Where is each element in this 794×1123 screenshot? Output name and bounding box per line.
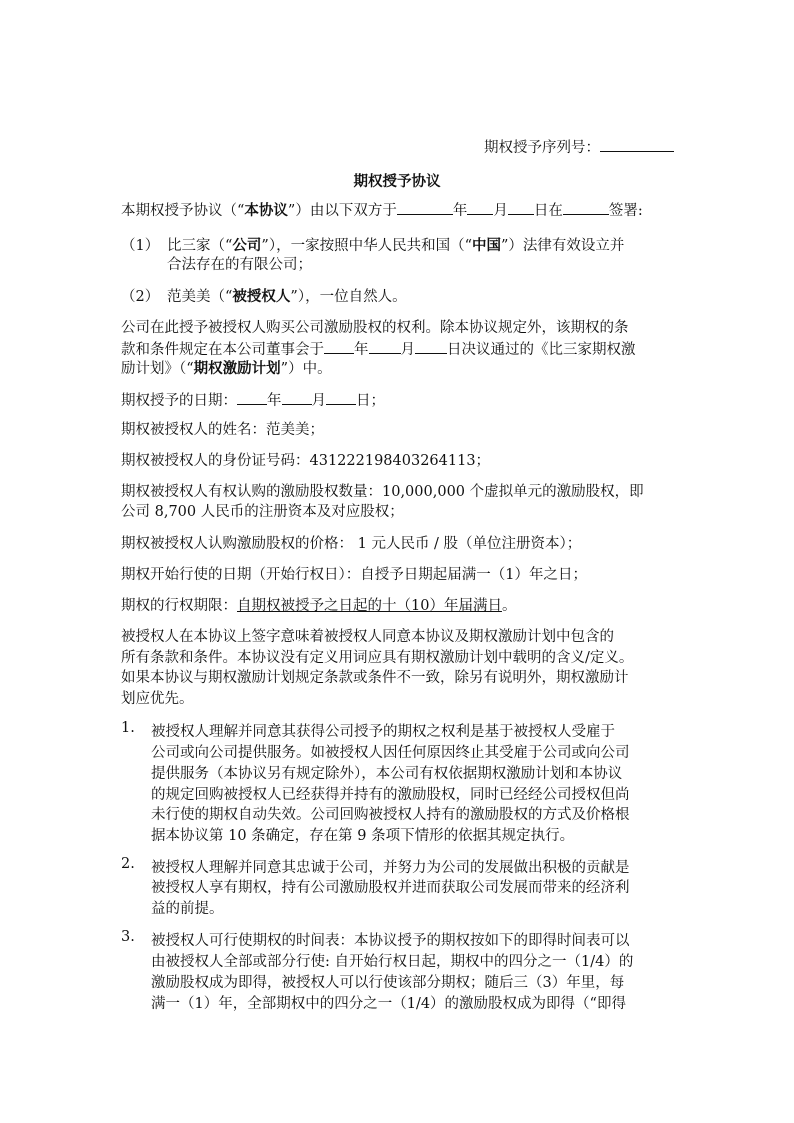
grant-month-blank: [369, 338, 401, 354]
clause-3-line-1: 被授权人可行使期权的时间表：本协议授予的期权按如下的即得时间表可以: [151, 933, 630, 949]
grant-date-month-label: 月: [311, 393, 326, 409]
intro-day-label: 日在: [533, 203, 563, 219]
document-title: 期权授予协议: [353, 173, 441, 190]
intro-year-blank: [397, 199, 453, 215]
grantee-id: 期权被授权人的身份证号码：431222198403264113；: [121, 453, 491, 469]
intro-year-label: 年: [452, 203, 468, 219]
party-1-line-1: [167, 234, 624, 255]
clause-2-number: 2.: [121, 856, 135, 872]
clause-1-line-1: 被授权人理解并同意其获得公司授予的期权之权利是基于被授权人受雇于: [151, 724, 615, 740]
intro-signed-label: 签署:: [608, 203, 643, 219]
clause-1-line-4: 的规定回购被授权人已经获得并持有的激励股权，同时已经经公司授权但尚: [151, 787, 630, 803]
grant-date-day-label: 日；: [356, 393, 385, 409]
acceptance-line-1: 被授权人在本协议上签字意味着被授权人同意本协议及期权激励计划中包含的: [121, 629, 614, 645]
party-1-number: （1）: [121, 238, 160, 254]
serial-number-label: 期权授予序列号：: [484, 140, 600, 156]
grant-text-2a: 款和条件规定在本公司董事会于: [121, 342, 324, 358]
intro-paragraph: [121, 199, 643, 222]
party-2-line-1: [167, 285, 407, 306]
quantity-line-1: 期权被授权人有权认购的激励股权数量：10,000,000 个虚拟单元的激励股权，即: [121, 484, 644, 500]
grant-day-blank: [415, 338, 447, 354]
grant-date-day-blank: [326, 389, 356, 405]
acceptance-line-2: 所有条款和条件。本协议没有定义用词应具有期权激励计划中载明的含义/定义。: [121, 650, 634, 666]
clause-1-line-2: 公司或向公司提供服务。如被授权人因任何原因终止其受雇于公司或向公司: [151, 745, 630, 761]
party-1-defined-term-2: 中国: [472, 237, 501, 254]
grant-line-1: 公司在此授予被授权人购买公司激励股权的权利。除本协议规定外，该期权的条: [121, 320, 629, 336]
grant-line-3: [121, 358, 332, 380]
party-1-defined-term: 公司: [232, 237, 262, 254]
grant-text-3b: ”）中。: [280, 361, 332, 377]
party-2-number: （2）: [121, 289, 160, 305]
intro-day-blank: [508, 199, 534, 215]
intro-text-1: 本期权授予协议（“: [121, 203, 245, 219]
grant-text-2b: 日决议通过的《比三家期权激: [447, 342, 636, 358]
intro-month-blank: [467, 199, 493, 215]
clause-2-line-2: 被授权人享有期权，持有公司激励股权并进而获取公司发展而带来的经济利: [151, 880, 630, 896]
grant-text-3a: 励计划》（“: [121, 361, 194, 377]
party-2-text-2: ”），一位自然人。: [290, 289, 407, 305]
clause-3-line-3: 激励股权成为即得，被授权人可以行使该部分期权；随后三（3）年里，每: [151, 975, 625, 991]
serial-number-blank: [600, 136, 674, 152]
grant-date-month-blank: [282, 389, 312, 405]
acceptance-line-4: 划应优先。: [121, 691, 194, 707]
exercise-price: 期权被授权人认购激励股权的价格： 1 元人民币 / 股（单位注册资本）；: [121, 536, 582, 552]
exercise-term: [121, 596, 516, 617]
exercise-term-end: 。: [501, 598, 517, 614]
intro-place-blank: [563, 199, 609, 215]
grantee-name: 期权被授权人的姓名：范美美；: [121, 422, 324, 438]
clause-1-line-5: 未行使的期权自动失效。公司回购被授权人持有的激励股权的方式及价格根: [151, 807, 630, 823]
grant-year-blank: [324, 338, 354, 354]
grant-date-field: [121, 389, 385, 412]
clause-1-line-6: 据本协议第 10 条确定，存在第 9 条项下情形的依据其规定执行。: [151, 828, 575, 844]
grant-defined-term: 期权激励计划: [193, 360, 281, 377]
intro-text-2: ”）由以下双方于: [287, 203, 397, 219]
clause-3-line-2: 由被授权人全部或部分行使: 自开始行权日起，期权中的四分之一（1/4）的: [151, 954, 634, 970]
exercise-start-date: 期权开始行使的日期（开始行权日）：自授予日期起届满一（1）年之日；: [121, 567, 587, 583]
party-1-text-1: 比三家（“: [167, 238, 233, 254]
acceptance-line-3: 如果本协议与期权激励计划规定条款或条件不一致，除另有说明外，期权激励计: [121, 670, 629, 686]
party-1-text-3: ”）法律有效设立并: [501, 238, 625, 254]
clause-1-number: 1.: [121, 720, 135, 736]
exercise-term-label: 期权的行权期限：: [121, 598, 237, 614]
grant-month-label: 月: [400, 342, 415, 358]
clause-3-number: 3.: [121, 929, 135, 945]
party-2-defined-term: 被授权人: [232, 288, 291, 305]
grant-date-year-blank: [237, 389, 267, 405]
party-1-text-2: ”），一家按照中华人民共和国（“: [261, 238, 472, 254]
clause-2-line-3: 益的前提。: [151, 901, 224, 917]
quantity-line-2: 公司 8,700 人民币的注册资本及对应股权；: [121, 504, 404, 520]
exercise-term-value: 自期权被授予之日起的十（10）年届满日: [237, 598, 502, 614]
grant-date-label: 期权授予的日期：: [121, 393, 237, 409]
party-2-text-1: 范美美（“: [167, 289, 233, 305]
intro-month-label: 月: [493, 203, 508, 219]
intro-defined-term: 本协议: [244, 202, 288, 219]
clause-2-line-1: 被授权人理解并同意其忠诚于公司，并努力为公司的发展做出积极的贡献是: [151, 860, 630, 876]
party-1-line-2: 合法存在的有限公司；: [167, 257, 312, 273]
grant-date-year-label: 年: [267, 393, 282, 409]
grant-year-label: 年: [354, 342, 369, 358]
serial-number-field: [484, 136, 674, 157]
clause-1-line-3: 提供服务（本协议另有规定除外），本公司有权依据期权激励计划和本协议: [151, 766, 623, 782]
clause-3-line-4: 满一（1）年，全部期权中的四分之一（1/4）的激励股权成为即得（“即得: [151, 996, 626, 1012]
